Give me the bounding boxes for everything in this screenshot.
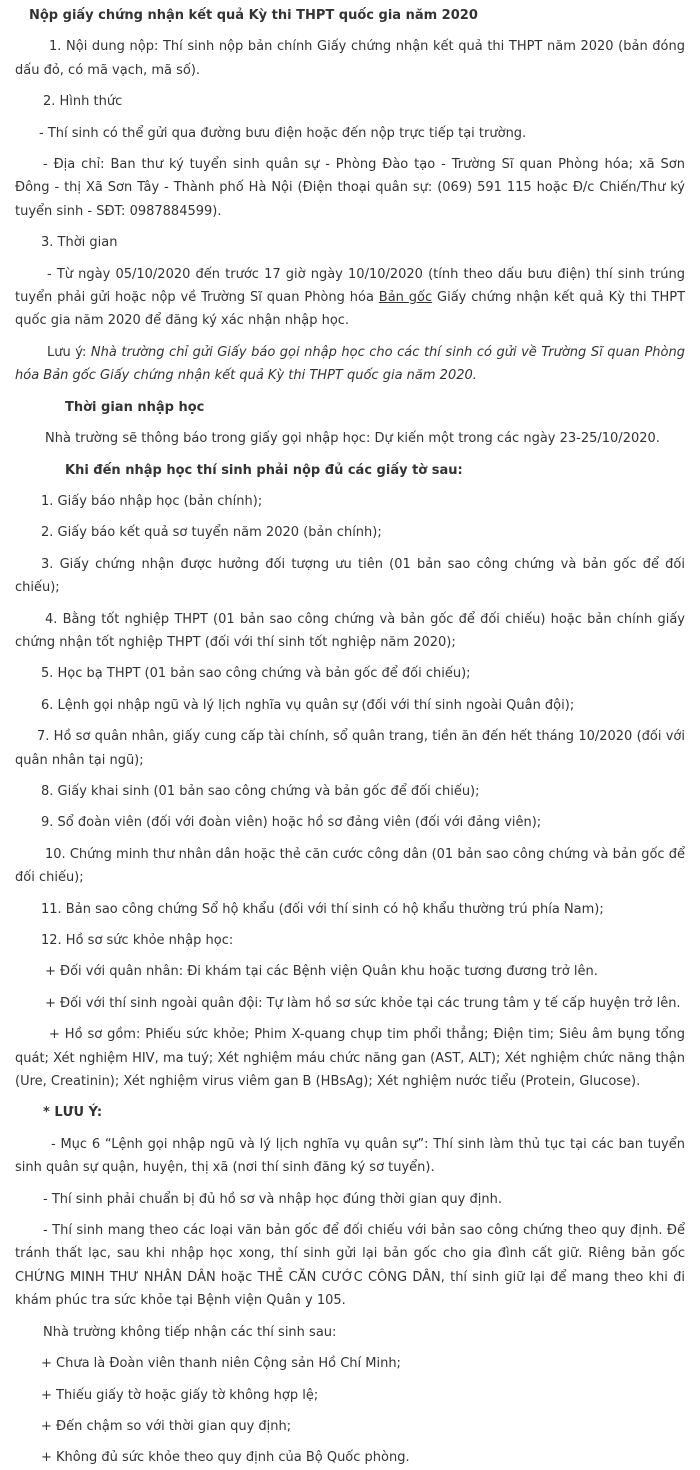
paragraph-rejection-intro: Nhà trường không tiếp nhận các thí sinh sau: xyxy=(43,1324,337,1340)
list-item: 12. Hồ sơ sức khỏe nhập học: xyxy=(41,933,234,948)
health-subitem: + Đối với thí sinh ngoài quân đội: Tự làm hồ sơ sức khỏe tại các trung tâm y tế cấp huyện trở lên. xyxy=(45,995,681,1011)
paragraph-note xyxy=(15,341,685,388)
paragraph-note-item: - Thí sinh mang theo các loại văn bản gốc để đối chiếu với bản sao công chứng theo quy định. Để tránh thất lạc, sau khi nhập học xong, thí sinh gửi lại bản gốc cho gia đình cất giữ. Riêng bản gốc CHỨNG MINH THƯ NHÂN DÂN hoặc THẺ CĂN CƯỚC CÔNG DÂN, thí sinh giữ lại để mang theo khi đi khám phúc tra sức khỏe tại Bệnh viện Quân y 105. xyxy=(15,1223,685,1309)
list-item: 2. Giấy báo kết quả sơ tuyển năm 2020 (bản chính); xyxy=(41,525,382,541)
section-heading-required-documents: Khi đến nhập học thí sinh phải nộp đủ các giấy tờ sau: xyxy=(65,462,463,478)
paragraph-method: - Thí sinh có thể gửi qua đường bưu điện hoặc đến nộp trực tiếp tại trường. xyxy=(39,125,527,141)
paragraph-note-item: - Mục 6 “Lệnh gọi nhập ngũ và lý lịch nghĩa vụ quân sự”: Thí sinh làm thủ tục tại các ban tuyển sinh quân sự quận, huyện, thị xã (nơi thí sinh đăng ký sơ tuyển). xyxy=(15,1136,685,1176)
time-text-start: - Từ ngày 05/10/2020 đến trước 17 giờ ngày 10/10/2020 (tính theo dấu bưu điện) thí sinh trúng tuyển phải gửi hoặc nộp về Trường Sĩ quan Phòng hóa xyxy=(15,266,685,306)
rejection-item: + Thiếu giấy tờ hoặc giấy tờ không hợp lệ; xyxy=(41,1387,319,1403)
paragraph-enrollment-date: Nhà trường sẽ thông báo trong giấy gọi nhập học: Dự kiến một trong các ngày 23-25/10/2020. xyxy=(45,431,660,447)
list-item: 11. Bản sao công chứng Sổ hộ khẩu (đối với thí sinh có hộ khẩu thường trú phía Nam); xyxy=(41,901,604,917)
list-item: 4. Bằng tốt nghiệp THPT (01 bản sao công chứng và bản gốc để đối chiếu) hoặc bản chính giấy chứng nhận tốt nghiệp THPT (đối với thí sinh tốt nghiệp năm 2020); xyxy=(15,611,685,650)
rejection-item: + Không đủ sức khỏe theo quy định của Bộ Quốc phòng. xyxy=(41,1450,410,1466)
original-copy-underlined: Bản gốc xyxy=(378,290,433,306)
rejection-item: + Đến chậm so với thời gian quy định; xyxy=(41,1418,292,1434)
list-item: 5. Học bạ THPT (01 bản sao công chứng và bản gốc để đối chiếu); xyxy=(41,666,471,682)
health-subitem: + Hồ sơ gồm: Phiếu sức khỏe; Phim X-quang chụp tim phổi thẳng; Điện tim; Siêu âm bụng tổng quát; Xét nghiệm HIV, ma tuý; Xét nghiệm máu chức năng gan (AST, ALT); Xét nghiệm chức năng thận (Ure, Creatinin); Xét nghiệm virus viêm gan B (HBsAg); Xét nghiệm nước tiểu (Protein, Glucose). xyxy=(15,1027,685,1090)
note-label: Lưu ý: xyxy=(47,344,91,360)
list-item: 8. Giấy khai sinh (01 bản sao công chứng và bản gốc để đối chiếu); xyxy=(41,783,480,799)
section-heading-enrollment-time: Thời gian nhập học xyxy=(65,399,205,415)
subheading-time: 3. Thời gian xyxy=(41,235,118,251)
section-heading-note: * LƯU Ý: xyxy=(43,1105,103,1121)
list-item: 3. Giấy chứng nhận được hưởng đối tượng ưu tiên (01 bản sao công chứng và bản gốc để đối chiếu); xyxy=(15,556,685,596)
paragraph-address: - Địa chỉ: Ban thư ký tuyển sinh quân sự - Phòng Đào tạo - Trường Sĩ quan Phòng hóa; xã Sơn Đông - thị Xã Sơn Tây - Thành phố Hà Nội (Điện thoại quân sự: (069) 591 115 hoặc Đ/c Chiến/Thư ký tuyển sinh - SĐT: 0987884599). xyxy=(15,157,685,219)
list-item: 6. Lệnh gọi nhập ngũ và lý lịch nghĩa vụ quân sự (đối với thí sinh ngoài Quân đội); xyxy=(41,697,575,713)
list-item: 7. Hồ sơ quân nhân, giấy cung cấp tài chính, sổ quân trang, tiền ăn đến hết tháng 10/2020 (đối với quân nhân tại ngũ); xyxy=(15,729,685,768)
list-item: 10. Chứng minh thư nhân dân hoặc thẻ căn cước công dân (01 bản sao công chứng và bản gốc để đối chiếu); xyxy=(15,846,685,886)
subheading-method: 2. Hình thức xyxy=(43,94,123,110)
list-item: 1. Giấy báo nhập học (bản chính); xyxy=(41,493,263,509)
paragraph-time xyxy=(15,263,685,333)
health-subitem: + Đối với quân nhân: Đi khám tại các Bệnh viện Quân khu hoặc tương đương trở lên. xyxy=(45,964,598,980)
list-item: 9. Sổ đoàn viên (đối với đoàn viên) hoặc hồ sơ đảng viên (đối với đảng viên); xyxy=(41,815,542,831)
time-text-end: Giấy chứng nhận kết quả Kỳ thi THPT quốc gia năm 2020 để đăng ký xác nhận nhập học. xyxy=(15,290,686,329)
note-text: Nhà trường chỉ gửi Giấy báo gọi nhập học cho các thí sinh có gửi về Trường Sĩ quan Phòng hóa Bản gốc Giấy chứng nhận kết quả Kỳ thi THPT quốc gia năm 2020. xyxy=(15,344,685,384)
paragraph-note-item: - Thí sinh phải chuẩn bị đủ hồ sơ và nhập học đúng thời gian quy định. xyxy=(43,1191,502,1207)
section-heading-submit-certificate: Nộp giấy chứng nhận kết quả Kỳ thi THPT quốc gia năm 2020 xyxy=(29,8,478,23)
rejection-item: + Chưa là Đoàn viên thanh niên Cộng sản Hồ Chí Minh; xyxy=(41,1356,401,1372)
paragraph-submission-content: 1. Nội dung nộp: Thí sinh nộp bản chính Giấy chứng nhận kết quả thi THPT năm 2020 (bản đóng dấu đỏ, có mã vạch, mã số). xyxy=(15,39,685,78)
